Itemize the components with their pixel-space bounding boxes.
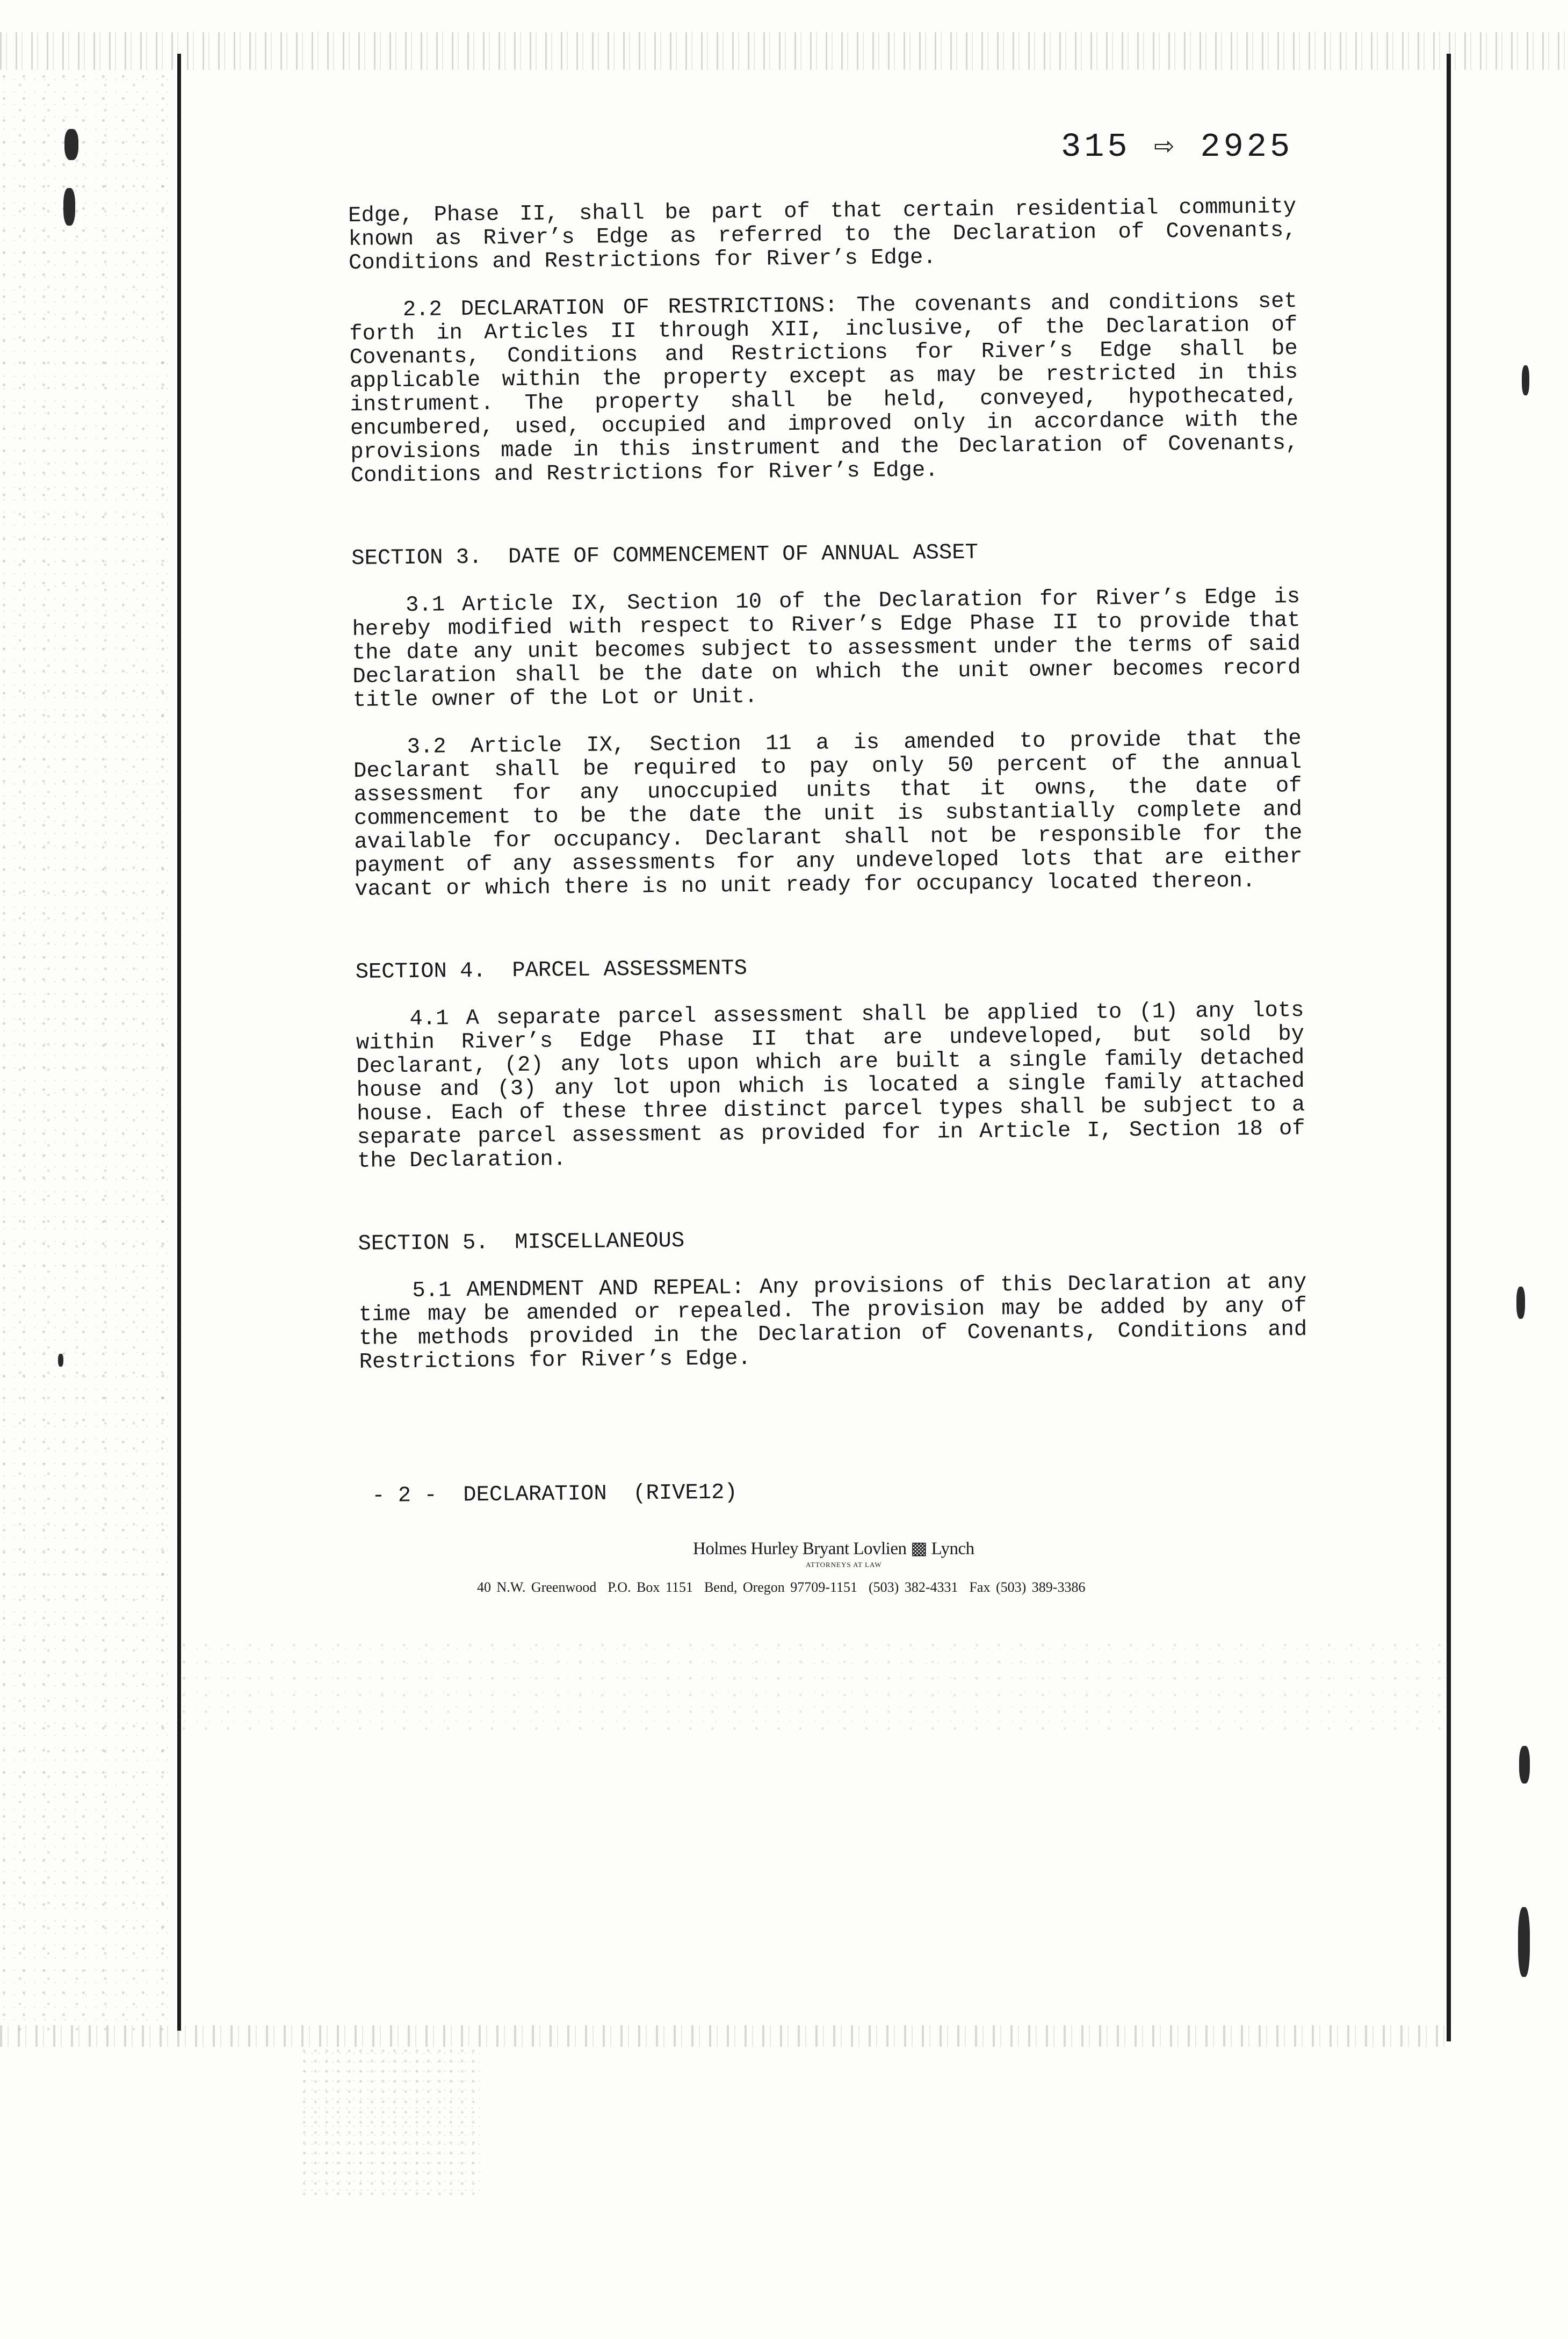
margin-smudge bbox=[64, 129, 78, 160]
scan-noise-left-margin bbox=[0, 70, 177, 2031]
paragraph-3-2: 3.2 Article IX, Section 11 a is amended to provide that the Declarant shall be required to pay only 50 percent of the annual assessment for any unoccupied units that it owns, the date of commencement to be the date the unit is substantially complete and available for occupancy. Declarant shall not be responsible for the payment of any assessments for any undeveloped lots that are either vacant or which there is no unit ready for occupancy located thereon. bbox=[353, 726, 1303, 902]
margin-smudge bbox=[1522, 365, 1529, 395]
firm-name: Holmes Hurley Bryant Lovlien ▩ Lynch bbox=[693, 1539, 974, 1558]
paragraph-4-1: 4.1 A separate parcel assessment shall be applied to (1) any lots within River’s Edge Phase II that are undeveloped, but sold by Declarant, (2) any lots upon which are built a single family detached house and (3) any lot upon which is located a single family attached house. Each of these three distinct parcel types shall be subject to a separate parcel assessment as provided for in Article I, Section 18 of the Declaration. bbox=[356, 998, 1305, 1174]
section-5-heading: SECTION 5. MISCELLANEOUS bbox=[358, 1229, 685, 1257]
scan-noise-stub bbox=[301, 2047, 483, 2197]
paragraph-2-2-declaration-of-restrictions: 2.2 DECLARATION OF RESTRICTIONS: The covenants and conditions set forth in Articles II through XII, inclusive, of the Declaration of Covenants, Conditions and Restrictions for River’s Edge shall be applicable within the property except as may be restricted in this instrument. The property shall be held, conveyed, hypothecated, encumbered, used, occupied and improved only in accordance with the provisions made in this instrument and the Declaration of Covenants, Conditions and Restrictions for River’s Edge. bbox=[349, 289, 1299, 488]
document-body bbox=[348, 195, 1307, 1374]
paragraph-3-1: 3.1 Article IX, Section 10 of the Declaration for River’s Edge is hereby modified with respect to River’s Edge Phase II to provide that the date any unit becomes subject to assessment under the terms of said Declaration shall be the date on which the unit owner becomes record title owner of the Lot or Unit. bbox=[352, 584, 1301, 713]
paragraph-phase-ii-intro: Edge, Phase II, shall be part of that certain residential community known as River’s Edge as referred to the Declaration of Covenants, Conditions and Restrictions for River’s Edge. bbox=[348, 194, 1297, 276]
page-number-stamp: 315 ⇨ 2925 bbox=[1061, 128, 1294, 166]
margin-smudge bbox=[58, 1354, 63, 1367]
page-edge-right bbox=[1447, 54, 1451, 2041]
page-edge-left bbox=[177, 54, 181, 2031]
paragraph-5-1: 5.1 AMENDMENT AND REPEAL: Any provisions of this Declaration at any time may be amended or repealed. The provision may be added by any of the methods provided in the Declaration of Covenants, Conditions and Restrictions for River’s Edge. bbox=[358, 1269, 1307, 1375]
scan-noise-bottom-edge bbox=[0, 2025, 1450, 2047]
margin-smudge bbox=[1516, 1287, 1525, 1319]
document-reference: - 2 - DECLARATION (RIVE12) bbox=[372, 1480, 738, 1508]
scan-noise-bottom bbox=[177, 1638, 1445, 1735]
firm-subtitle: ATTORNEYS AT LAW bbox=[806, 1561, 882, 1569]
margin-smudge bbox=[1518, 1907, 1530, 1977]
firm-address: 40 N.W. Greenwood P.O. Box 1151 Bend, Oregon 97709-1151 (503) 382-4331 Fax (503) 389-3386 bbox=[477, 1579, 1086, 1595]
section-4-heading: SECTION 4. PARCEL ASSESSMENTS bbox=[355, 956, 748, 985]
margin-smudge bbox=[63, 188, 75, 226]
margin-smudge bbox=[1519, 1746, 1530, 1784]
section-3-heading: SECTION 3. DATE OF COMMENCEMENT OF ANNUAL ASSET bbox=[351, 540, 979, 571]
scan-noise-top bbox=[0, 32, 1568, 70]
